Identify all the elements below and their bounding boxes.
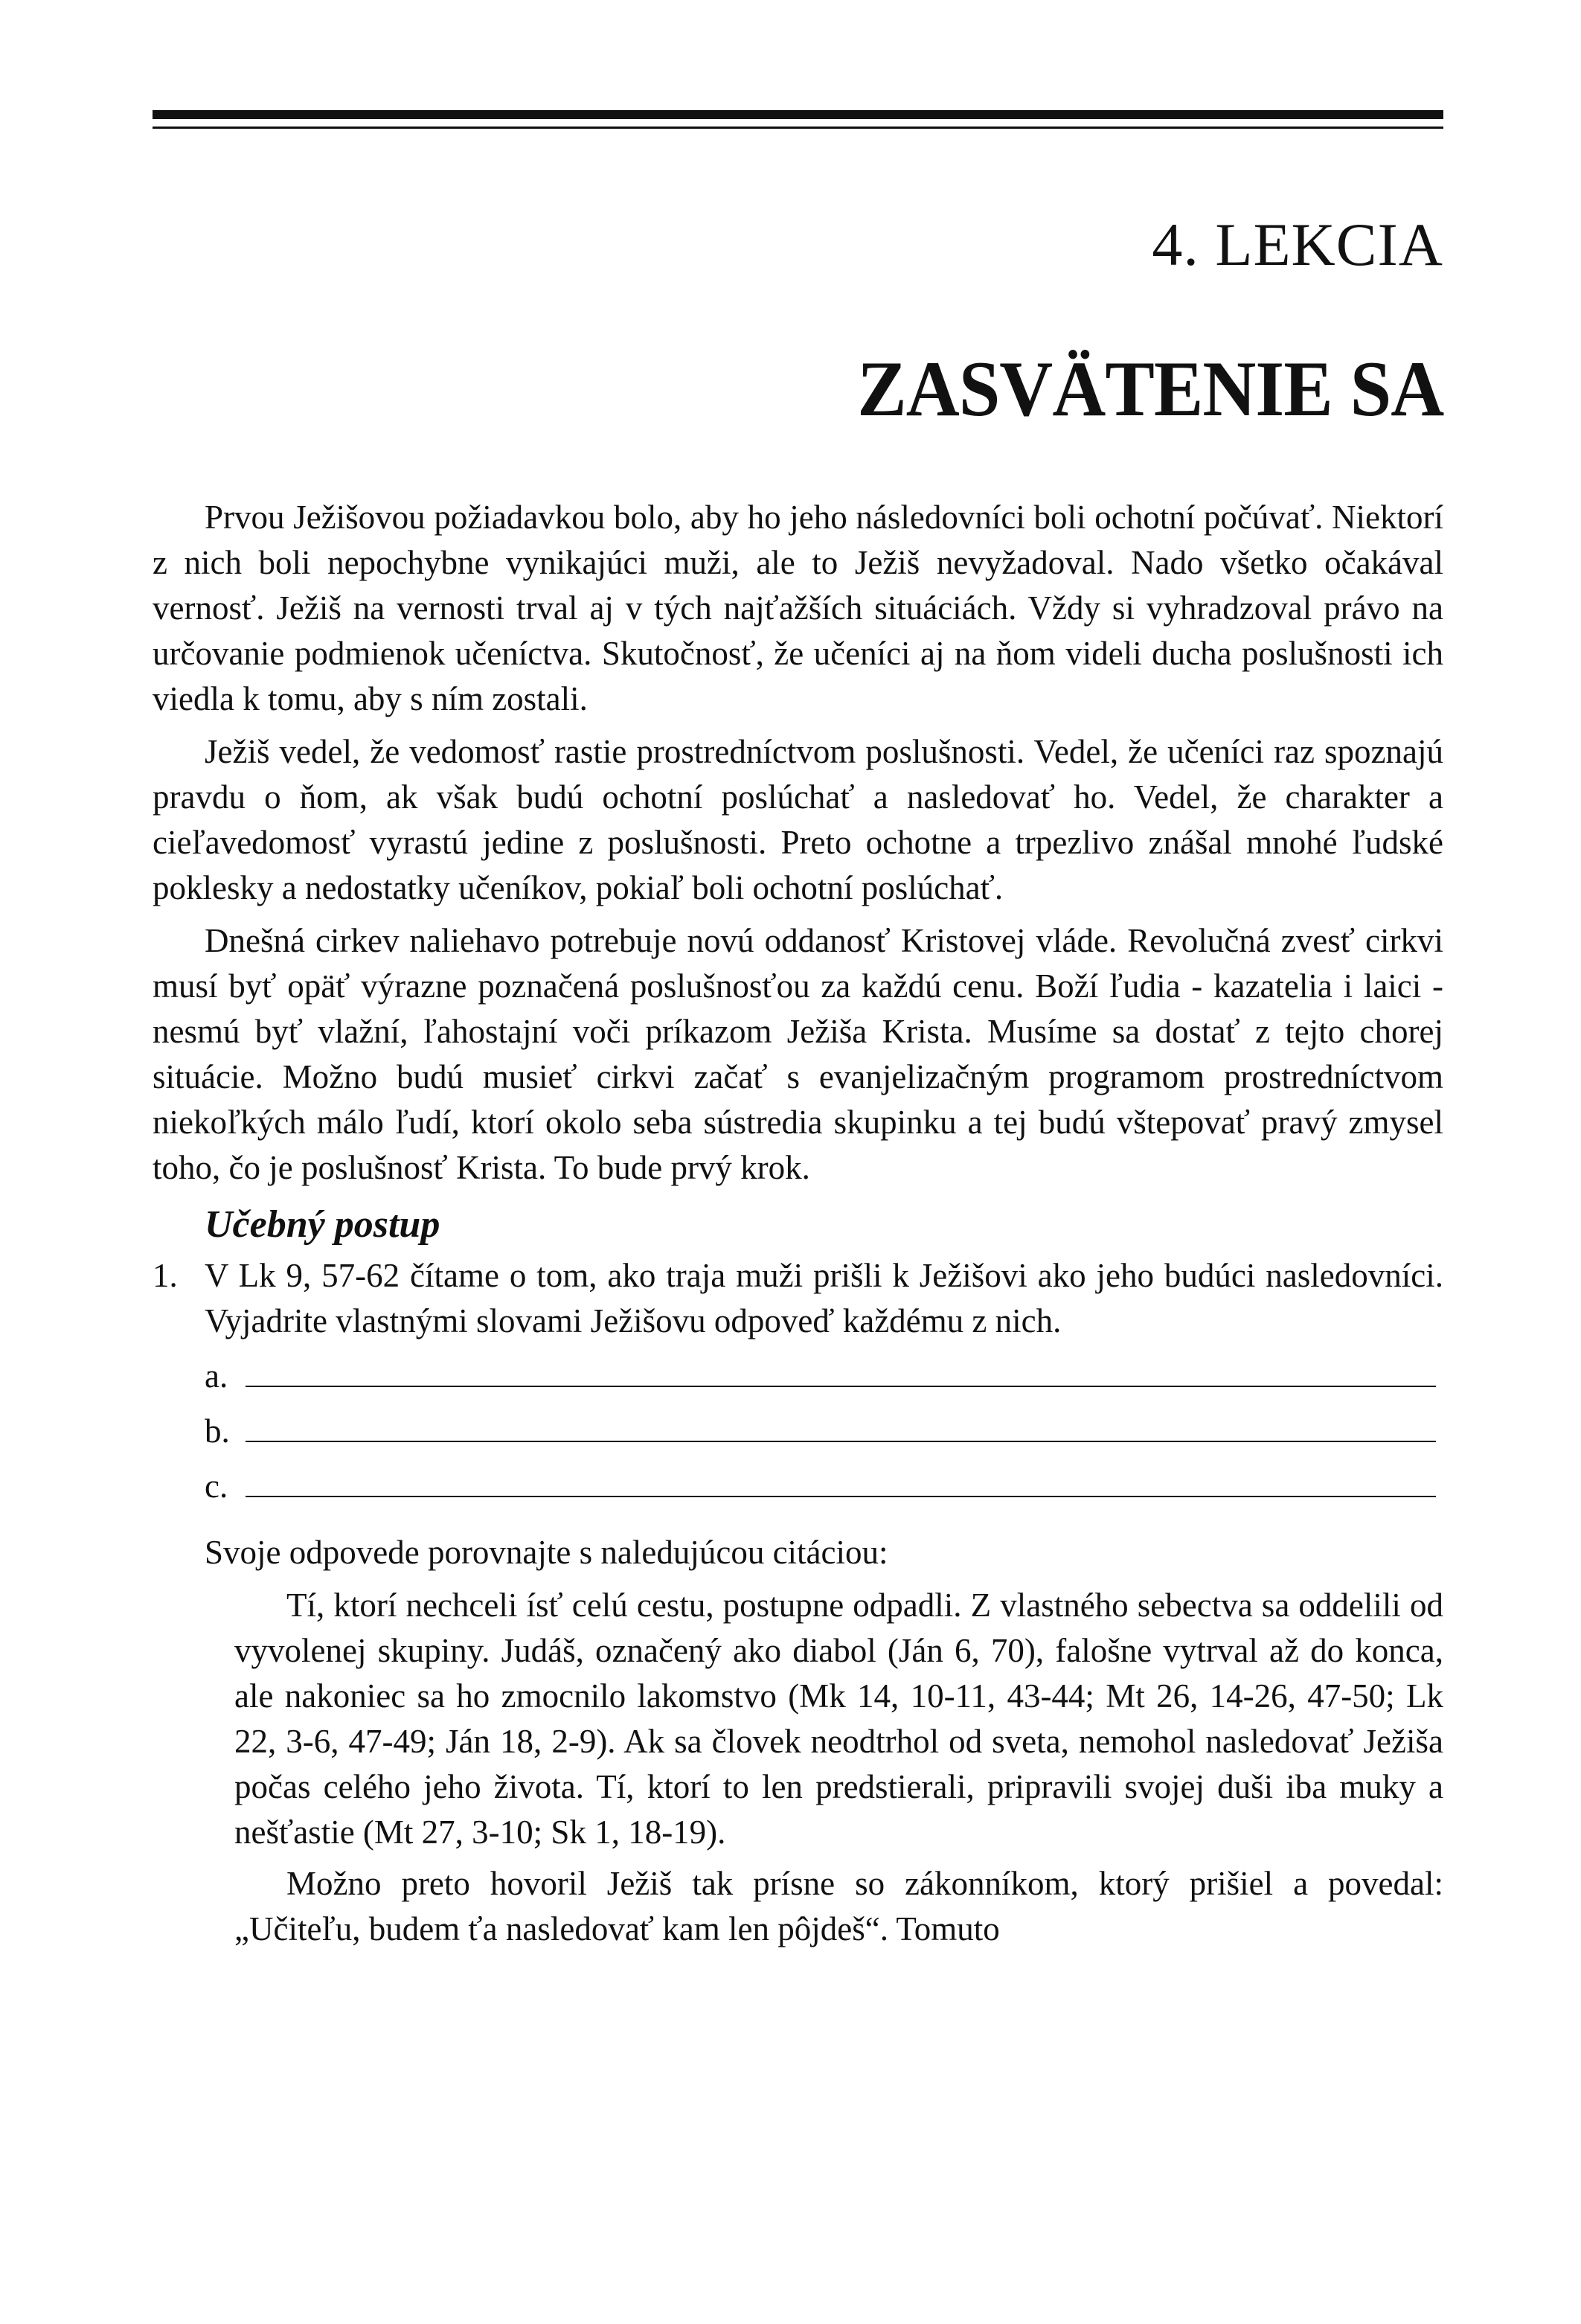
- lesson-number: 4. LEKCIA: [1152, 211, 1443, 278]
- question-number: 1.: [153, 1257, 178, 1294]
- quote-paragraph-1: Tí, ktorí nechceli ísť celú cestu, postupne odpadli. Z vlastného sebectva sa oddelili od vyvolenej skupiny. Judáš, označený ako diabol (Ján 6, 70), falošne vytrval až do konca, ale nakoniec sa ho zmocnilo lakomstvo (Mk 14, 10-11, 43-44; Mt 26, 14-26, 47-50; Lk 22, 3-6, 47-49; Ján 18, 2-9). Ak sa človek neodtrhol od sveta, nemohol nasledovať Ježiša počas celého jeho života. Tí, ktorí to len predstierali, pripravili svojej duši iba muky a nešťastie (Mt 27, 3-10; Sk 1, 18-19).: [234, 1587, 1443, 1851]
- answer-rule-b[interactable]: [246, 1441, 1436, 1442]
- intro-paragraph-2: Ježiš vedel, že vedomosť rastie prostredníctvom poslušnosti. Vedel, že učeníci raz spoznajú pravdu o ňom, ak však budú ochotní poslúchať a nasledovať ho. Vedel, že charakter a cieľavedomosť vyrastú jedine z poslušnosti. Preto ochotne a trpezlivo znášal mnohé ľudské poklesky a nedostatky učeníkov, pokiaľ boli ochotní poslúchať.: [153, 733, 1443, 906]
- answer-rule-c[interactable]: [246, 1496, 1436, 1497]
- question-1: [153, 1253, 1443, 1344]
- page-body: [153, 495, 1443, 1958]
- answer-label-a: a.: [205, 1357, 228, 1395]
- intro-paragraph-3: Dnešná cirkev naliehavo potrebuje novú oddanosť Kristovej vláde. Revolučná zvesť cirkvi musí byť opäť výrazne poznačená poslušnosťou za každú cenu. Boží ľudia - kazatelia i laici - nesmú byť vlažní, ľahostajní voči príkazom Ježiša Krista. Musíme sa dostať z tejto chorej situácie. Možno budú musieť cirkvi začať s evanjelizačným programom prostredníctvom niekoľkých málo ľudí, ktorí okolo seba sústredia skupinku a tej budú vštepovať pravý zmysel toho, čo je poslušnosť Krista. To bude prvý krok.: [153, 922, 1443, 1186]
- answer-line-a[interactable]: [205, 1344, 1443, 1399]
- answer-line-c[interactable]: [205, 1454, 1443, 1509]
- answer-label-c: c.: [205, 1467, 228, 1505]
- header-rule-thin: [153, 127, 1443, 129]
- question-text: V Lk 9, 57-62 čítame o tom, ako traja muži prišli k Ježišovi ako jeho budúci nasledovníci. Vyjadrite vlastnými slovami Ježišovu odpoveď každému z nich.: [205, 1257, 1443, 1339]
- answer-rule-a[interactable]: [246, 1386, 1436, 1387]
- answer-line-b[interactable]: [205, 1399, 1443, 1454]
- compare-instruction: Svoje odpovede porovnajte s naledujúcou citáciou:: [205, 1534, 888, 1571]
- quote-paragraph-2: Možno preto hovoril Ježiš tak prísne so zákonníkom, ktorý prišiel a povedal: „Učiteľu, budem ťa nasledovať kam len pôjdeš“. Tomuto: [234, 1865, 1443, 1947]
- lesson-title: ZASVÄTENIE SA: [857, 345, 1443, 432]
- header-rule-thick: [153, 110, 1443, 119]
- intro-paragraph-1: Prvou Ježišovou požiadavkou bolo, aby ho jeho následovníci boli ochotní počúvať. Niektorí z nich boli nepochybne vynikajúci muži, ale to Ježiš nevyžadoval. Nado všetko očakával vernosť. Ježiš na vernosti trval aj v tých najťažších situáciách. Vždy si vyhradzoval právo na určovanie podmienok učeníctva. Skutočnosť, že učeníci aj na ňom videli ducha poslušnosti ich viedla k tomu, aby s ním zostali.: [153, 499, 1443, 717]
- answer-label-b: b.: [205, 1412, 230, 1450]
- section-heading: Učebný postup: [205, 1203, 440, 1246]
